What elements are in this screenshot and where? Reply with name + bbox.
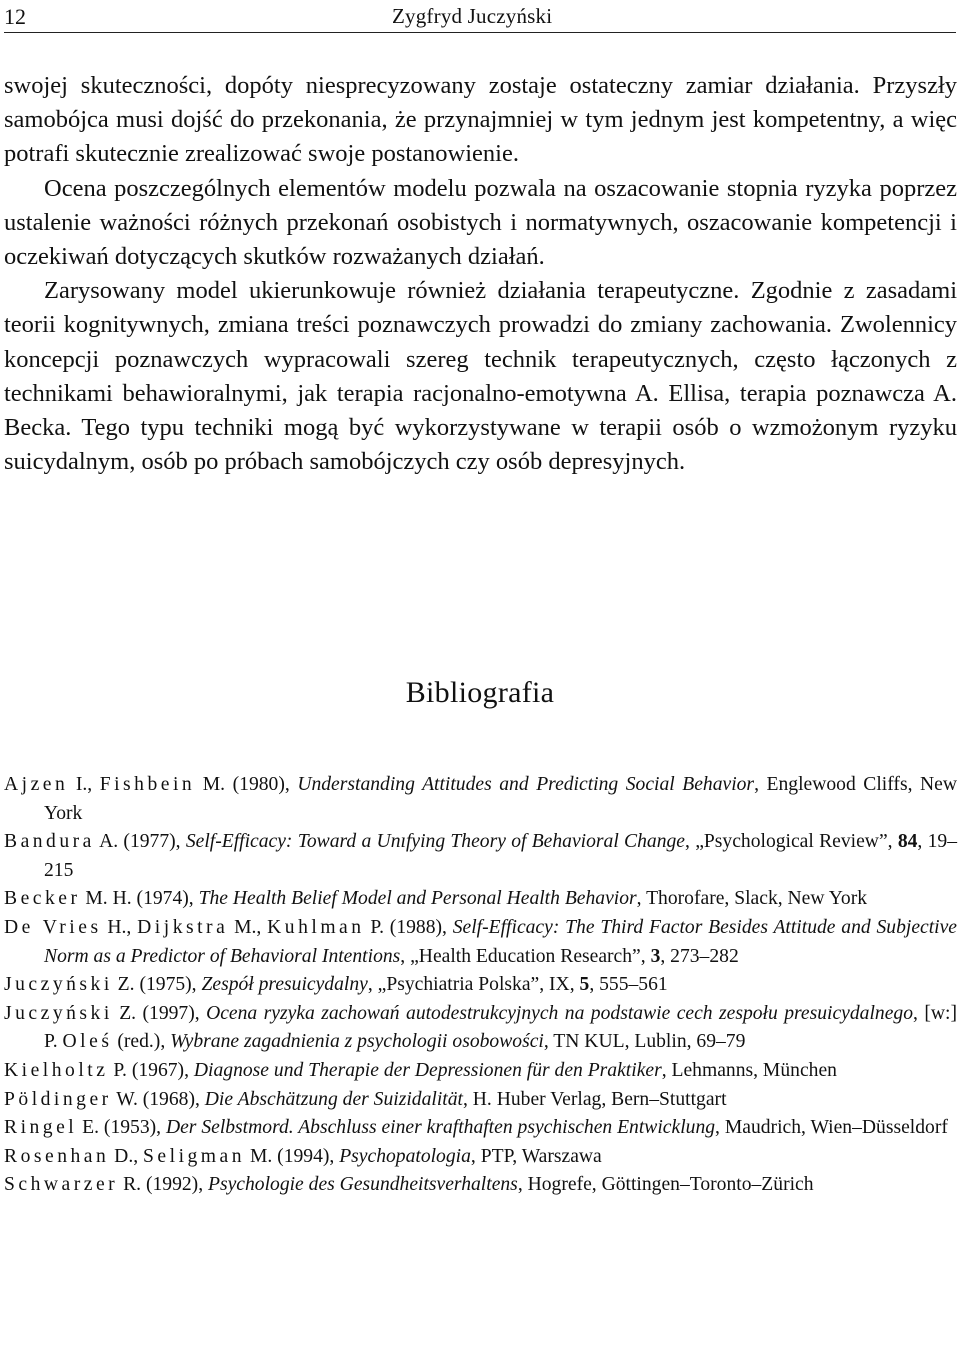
reference-text: , „Health Education Research”,: [400, 945, 651, 967]
reference-entry: [4, 971, 957, 1000]
reference-text: H.,: [101, 916, 138, 938]
reference-text: P. (1988),: [364, 916, 453, 938]
reference-title: Wybrane zagadnienia z psychologii osobowości: [170, 1031, 544, 1053]
reference-author: Dijkstra: [137, 916, 229, 938]
reference-entry: [4, 1171, 957, 1200]
reference-title: Self-Efficacy: The Third Factor Besides Attitude and Subjective Norm as a Predictor of Behavioral Intentions: [44, 916, 957, 967]
reference-title: Der Selbstmord. Abschluss einer krafthaften psychischen Entwicklung: [165, 1117, 716, 1139]
reference-text: , „Psychiatria Polska”, IX,: [367, 974, 580, 996]
body-text: [4, 69, 957, 479]
reference-author: Bandura: [4, 831, 95, 853]
reference-text: , PTP, Warszawa: [470, 1145, 602, 1167]
reference-title: Psychologie des Gesundheitsverhaltens: [208, 1174, 518, 1196]
reference-text: , Englewood Cliffs, New York: [44, 774, 958, 824]
reference-title: Self-Efficacy: Toward a Unıfying Theory of Behavioral Change: [185, 831, 686, 853]
reference-text: M. H. (1974),: [80, 888, 199, 910]
reference-author: Juczyński: [4, 974, 113, 996]
reference-author: Kielholtz: [4, 1059, 109, 1081]
reference-text: E. (1953),: [77, 1117, 166, 1139]
reference-text: , Hogrefe, Göttingen–Toronto–Zürich: [517, 1174, 814, 1196]
reference-text: , Maudrich, Wien–Düsseldorf: [715, 1117, 948, 1139]
reference-author: Rosenhan: [4, 1145, 110, 1167]
reference-text: , 19–215: [44, 831, 957, 881]
reference-entry: [4, 1143, 957, 1172]
paragraph: Ocena poszczególnych elementów modelu pozwala na oszacowanie stopnia ryzyka poprzez ustalenie ważności różnych przekonań osobistych i normatywnych, oszacowanie kompetencji i oczekiwań dotyczących skutków rozważanych działań.: [4, 174, 957, 271]
reference-author: Pöldinger: [4, 1088, 112, 1110]
reference-text: I.,: [68, 774, 100, 795]
reference-text: , Lehmanns, München: [661, 1059, 837, 1081]
reference-entry: [4, 771, 957, 828]
reference-title: Zespół presuicydalny: [201, 974, 368, 996]
page-header: [4, 4, 956, 33]
reference-text: D.,: [109, 1145, 144, 1167]
reference-entry: [4, 885, 957, 914]
bibliography-heading: Bibliografia: [405, 676, 555, 709]
reference-volume: 84: [897, 831, 918, 853]
reference-text: Z. (1975),: [112, 974, 202, 996]
reference-text: (red.),: [112, 1031, 171, 1053]
reference-text: Z. (1997),: [112, 1002, 207, 1024]
reference-entry: [4, 1086, 957, 1115]
paragraph: swojej skuteczności, dopóty niesprecyzowany zostaje ostateczny zamiar działania. Przyszły samobójca musi dojść do przekonania, że przynajmniej w tym jednym jest kompetentny, a więc potrafi skutecznie zrealizować swoje postanowienie.: [4, 72, 957, 168]
reference-text: P. (1967),: [108, 1059, 194, 1081]
page-number: 12: [4, 4, 26, 29]
reference-author: Seligman: [143, 1145, 246, 1167]
reference-text: , Thorofare, Slack, New York: [636, 888, 868, 910]
reference-author: Kuhlman: [267, 916, 365, 938]
reference-title: Die Abschätzung der Suizidalität: [204, 1088, 463, 1110]
reference-author: Fishbein: [99, 774, 196, 795]
reference-list: [4, 771, 957, 1200]
reference-volume: 3: [650, 945, 661, 967]
reference-entry: [4, 1000, 957, 1057]
reference-text: , TN KUL, Lublin, 69–79: [543, 1031, 746, 1053]
paragraph: Zarysowany model ukierunkowuje również działania terapeutyczne. Zgodnie z zasadami teorii kognitywnych, zmiana treści poznawczych prowadzi do zmiany zachowania. Zwolennicy koncepcji poznawczych wypracowali szereg technik terapeutycznych, często łączonych z technikami behawioralnymi, jak terapia racjonalno-emotywna A. Ellisa, terapia poznawcza A. Becka. Tego typu techniki mogą być wykorzystywane w terapii osób o wzmożonym ryzyku suicydalnym, osób po próbach samobójczych czy osób depresyjnych.: [4, 277, 957, 476]
reference-author: De Vries: [4, 916, 102, 938]
reference-text: , „Psychological Review”,: [685, 831, 898, 853]
reference-text: R. (1992),: [118, 1174, 208, 1196]
reference-text: , [w:] P.: [44, 1002, 957, 1053]
reference-author: Schwarzer: [4, 1174, 119, 1196]
reference-text: M. (1980),: [195, 774, 298, 795]
reference-text: , 555–561: [589, 974, 668, 996]
reference-text: M. (1994),: [245, 1145, 340, 1167]
reference-author: Ringel: [4, 1117, 78, 1139]
reference-text: M.,: [228, 916, 268, 938]
reference-entry: [4, 828, 957, 885]
reference-author: Becker: [4, 888, 81, 910]
reference-entry: [4, 914, 957, 971]
reference-author: Juczyński: [4, 1002, 113, 1024]
reference-entry: [4, 1114, 957, 1143]
reference-author: Ajzen: [4, 774, 69, 795]
reference-title: Diagnose und Therapie der Depressionen für den Praktiker: [193, 1059, 662, 1081]
reference-title: Psychopatologia: [339, 1145, 471, 1167]
reference-title: Understanding Attitudes and Predicting Social Behavior: [297, 774, 755, 795]
reference-text: , 273–282: [660, 945, 739, 967]
reference-text: A. (1977),: [94, 831, 186, 853]
reference-text: , H. Huber Verlag, Bern–Stuttgart: [462, 1088, 727, 1110]
reference-text: W. (1968),: [111, 1088, 205, 1110]
running-head: Zygfryd Juczyński: [392, 4, 553, 28]
reference-entry: [4, 1057, 957, 1086]
reference-title: The Health Belief Model and Personal Health Behavior: [198, 888, 637, 910]
reference-volume: 5: [579, 974, 590, 996]
reference-author: Oleś: [62, 1031, 113, 1053]
reference-title: Ocena ryzyka zachowań autodestrukcyjnych na podstawie cech zespołu presuicydalnego: [206, 1002, 914, 1024]
